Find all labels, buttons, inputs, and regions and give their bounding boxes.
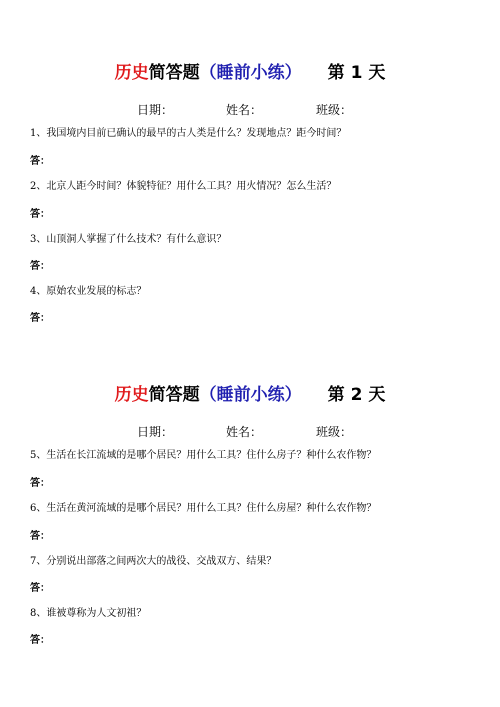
question-3: 3、山顶洞人掌握了什么技术？有什么意识？ [30, 234, 227, 245]
title-type: 简答题 [148, 385, 200, 405]
title-subject: 历史 [114, 385, 149, 405]
question-4: 4、原始农业发展的标志？ [30, 286, 147, 297]
name-label: 姓名： [226, 425, 263, 439]
title-subject: 历史 [114, 63, 149, 83]
class-label: 班级： [316, 103, 353, 117]
date-label: 日期： [137, 103, 174, 117]
answer-5: 答： [30, 478, 50, 489]
question-2: 2、北京人距今时间？体貌特征？用什么工具？用火情况？怎么生活？ [30, 181, 337, 192]
name-label: 姓名： [226, 103, 263, 117]
section-title [0, 380, 500, 405]
title-day: 第 2 天 [327, 385, 386, 405]
title-day: 第 1 天 [327, 63, 386, 83]
question-8: 8、谁被尊称为人文初祖？ [30, 608, 147, 619]
question-5: 5、生活在长江流域的是哪个居民？用什么工具？住什么房子？种什么农作物？ [30, 450, 377, 461]
title-type: 简答题 [148, 63, 200, 83]
answer-4: 答： [30, 313, 50, 324]
answer-8: 答： [30, 635, 50, 646]
question-7: 7、分别说出部落之间两次大的战役、交战双方、结果？ [30, 556, 277, 567]
answer-2: 答： [30, 209, 50, 220]
class-label: 班级： [316, 425, 353, 439]
question-6: 6、生活在黄河流域的是哪个居民？用什么工具？住什么房屋？种什么农作物？ [30, 503, 377, 514]
answer-6: 答： [30, 531, 50, 542]
date-label: 日期： [137, 425, 174, 439]
question-1: 1、我国境内目前已确认的最早的古人类是什么？发现地点？距今时间？ [30, 128, 347, 139]
answer-3: 答： [30, 261, 50, 272]
answer-7: 答： [30, 583, 50, 594]
section-title [0, 58, 500, 83]
title-practice: （睡前小练） [199, 385, 302, 405]
title-practice: （睡前小练） [199, 63, 302, 83]
answer-1: 答： [30, 156, 50, 167]
